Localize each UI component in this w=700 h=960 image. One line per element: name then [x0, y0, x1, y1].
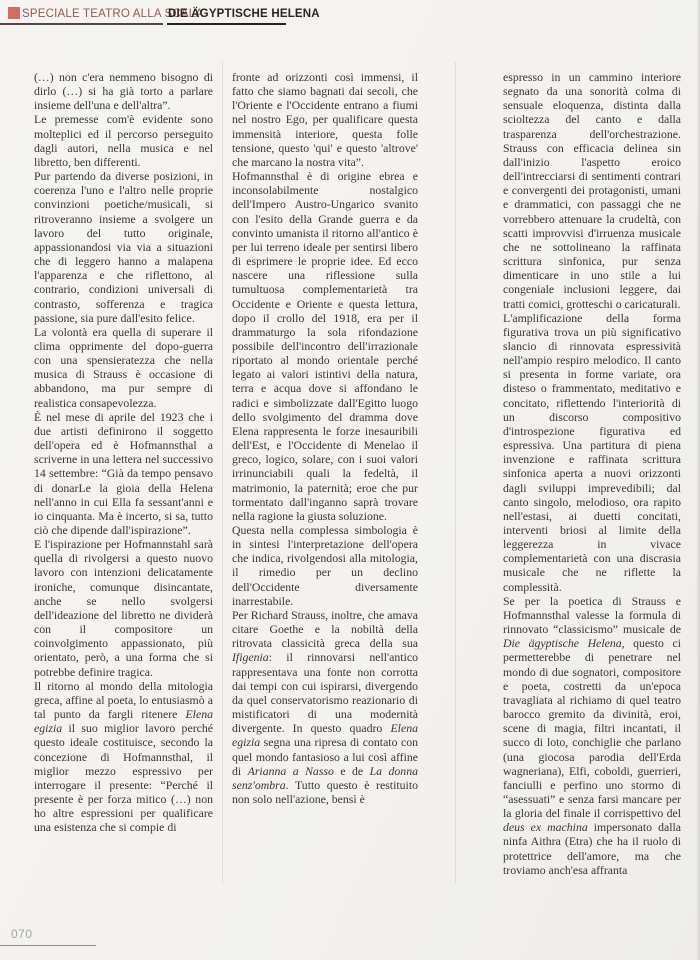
paragraph: [503, 594, 681, 877]
body-text: Questa nella complessa simbologia è in sintesi l'interpretazione dell'opera che indica, rivolgendosi alla mitologia, il rimedio per un declino dell'Occidente diversamente inarrestabile.: [232, 523, 418, 608]
paragraph: [34, 410, 213, 537]
paragraph: [503, 311, 681, 594]
page-footer: [0, 920, 700, 960]
paragraph: [232, 608, 418, 806]
paragraph: [34, 325, 213, 410]
paragraph: [503, 70, 681, 311]
body-text: : il rinnovarsi nell'antico rappresentava una fonte non corrotta dai tempi con cui ispirarsi, divergendo da quel conservatorismo reazionario di mistificatori di una modernità divergente. In questo quadro: [232, 650, 418, 736]
page-header: [0, 0, 700, 30]
body-text: Le premesse com'è evidente sono molteplici ed il percorso perseguito dagli autori, nella musica e nel libretto, ben differenti.: [34, 112, 213, 169]
text-column-2: [232, 70, 418, 886]
body-text: impersonato dalla ninfa Aithra (Etra) che ha il ruolo di protettrice dell'amore, ma che troviamo anch'esa affranta: [503, 820, 681, 877]
text-column-3: [503, 70, 681, 886]
footer-rule: [0, 945, 96, 946]
header-rule-right: [167, 23, 286, 25]
header-kicker: SPECIALE TEATRO ALLA SCALA: [22, 8, 204, 20]
italic-text: La donna senz'ombra: [232, 763, 418, 792]
column-divider: [455, 62, 456, 884]
paragraph: [232, 169, 418, 523]
red-square-icon: [8, 7, 20, 19]
body-text: , questo ci permetterebbe di penetrare nel mondo di due sognatori, compositore e poeta, costretti da un'epoca travagliata al richiamo di quel teatro barocco gremito da divinità, eroi, scene di magia, filtri incantati, il succo di loto, conchiglie che parlano (una giocosa parodia dell'Erda wagneriana), Elfi, coboldi, guerrieri, fanciulli e perfino uno stormo di “asessuati” e senza farsi mancare per la gloria del finale il corrispettivo del: [503, 636, 681, 821]
body-text: e de: [333, 763, 370, 778]
paragraph: [34, 70, 213, 112]
paragraph: [34, 169, 213, 325]
body-text: L'amplificazione della forma figurativa trova un più significativo slancio di rinnovata espressività nell'ampio respiro melodico. Il canto si presenta in forme variate, ora disteso o frammentato, meditativo e concitato, riflettendo l'interiorità di un discorso compositivo d'introspezione figurativa ed espressiva. Una partitura di piena invenzione e raffinata scrittura sinfonica aperta a nuovi orizzonti dagli sviluppi imprevedibili; dal canto singolo, melodioso, ora rapito nell'estasi, ai duetti concitati, interventi briosi al limite della leggerezza in vivace complementarietà con una discrasia musicale che ne riflette la complessità.: [503, 310, 681, 594]
body-text: E l'ispirazione per Hofmannstahl sarà quella di rivolgersi a questo nuovo lavoro con intenzioni delicatamente ironiche, comunque disincantate, anche se nello svolgersi dell'ideazione del libretto ne dividerà con il compositore un coinvolgimento appassionato, più orientato, però, a una forma che si potrebbe definire tragica.: [34, 537, 213, 679]
body-text: . Tutto questo è restituito non solo nell'azione, bensì è: [232, 777, 418, 806]
paragraph: [34, 679, 213, 835]
italic-text: deus ex machina: [503, 820, 588, 835]
italic-text: Elena egizia: [34, 707, 213, 736]
text-column-1: [34, 70, 213, 886]
paragraph: [34, 112, 213, 169]
italic-text: Arianna a Nasso: [247, 763, 334, 778]
body-text: Per Richard Strauss, inoltre, che amava citare Goethe e la nobiltà della ritrovata classicità greca della sua: [232, 607, 418, 651]
body-text: Se per la poetica di Strauss e Hofmannsthal valesse la formula di rinnovato “classicismo” musicale de: [503, 593, 681, 637]
body-text: La volontà era quella di superare il clima opprimente del dopo-guerra con una spensieratezza che nella musica di Strauss è occasione di abbandono, ma pur sempre di realistica consapevolezza.: [34, 324, 213, 410]
header-rule-left: [0, 23, 163, 25]
column-divider: [222, 62, 223, 884]
body-text: Hofmannsthal è di origine ebrea e inconsolabilmente nostalgico dell'Impero Austro-Ungarico svanito con l'esito della Grande guerra e da convinto umanista il ritorno all'antico è per lui terreno ideale per sentirsi libero di esprimere le proprie idee. Ed ecco nascere una riflessione sulla tumultuosa complementarietà tra Occidente e Oriente e questa lettura, dopo il crollo del 1918, era per il drammaturgo la sola rifondazione possibile dell'incontro dell'irrazionale riportato al mondo orientale perché legato ai valori istintivi della natura, terra e acqua dove si affondano le radici e simbolizzate dall'Egitto luogo dello svolgimento del dramma dove Elena rappresenta le forze inesauribili dell'Est, e l'Occidente di Menelao il greco, logico, solare, con i suoi valori irrinunciabili quali la fedeltà, il matrimonio, la paternità; eroe che pur tormentato dall'inganno saprà trovare nella ragione la giusta soluzione.: [232, 169, 418, 523]
italic-text: Elena egizia: [232, 721, 418, 750]
body-text: È nel mese di aprile del 1923 che i due artisti definirono il soggetto dell'opera ed è Hofmannsthal a scriverne in una lettera nel successivo 14 settembre: “Già da tempo pensavo di donarLe la gioia della Helena nell'anno in cui Ella fa sessant'anni e io cinquanta. Ma è incerto, si sa, tutto ciò che dipende dall'ispirazione”.: [34, 409, 213, 537]
paragraph: [34, 537, 213, 679]
paragraph: [232, 70, 418, 169]
body-text: espresso in un cammino interiore segnato da una sonorità colma di sensuale eloquenza, distinta dalla scioltezza del canto e dalla trasparenza dell'orchestrazione. Strauss con efficacia delinea sin dall'inizio l'aspetto eroico dell'intrecciarsi di sentimenti contrari e convergenti dei protagonisti, umani e drammatici, con passaggi che ne vorrebbero attenuare la crudeltà, con scatti improvvisi d'irruenza musicale che ne sottolineano la raffinata scrittura sinfonica, pur senza dimenticare in uno stile a lui congeniale inclusioni leggere, dai tratti comici, grotteschi o caricaturali.: [503, 70, 681, 311]
page-scan-edge: [696, 0, 700, 960]
italic-text: Die ägyptische Helena: [503, 636, 622, 651]
body-text: fronte ad orizzonti così immensi, il fatto che siamo bagnati dai secoli, che l'Oriente e l'Occidente entrano a fiumi nel nostro Ego, per qualificare questa immensità interiore, questa folle tensione, questo 'qui' e questo 'altrove' che marcano la nostra vita”.: [232, 70, 418, 169]
paragraph: [232, 523, 418, 608]
body-text: il suo miglior lavoro perché questo ideale costituisce, secondo la concezione di Hofmannsthal, il miglior mezzo espressivo per interrogare il presente: “Perché il presente è per forza mitico (…) non ho altre espressioni per qualificare una esistenza che si compie di: [34, 721, 213, 835]
body-text: Pur partendo da diverse posizioni, in coerenza l'uno e l'altro nelle proprie convinzioni poetiche/musicali, si ritroveranno insieme a svolgere un lavoro del tutto originale, appassionandosi via via a situazioni che di leggero hanno a malapena l'apparenza e che riflettono, al contrario, condizioni universali di contrasto, sofferenza e tragica passione, sia pure dall'esito felice.: [34, 169, 213, 325]
body-text: Il ritorno al mondo della mitologia greca, affine al poeta, lo entusiasmò a tal punto da fargli ritenere: [34, 678, 213, 722]
header-title: DIE ÄGYPTISCHE HELENA: [168, 8, 320, 20]
body-text: (…) non c'era nemmeno bisogno di dirlo (…) si ha già torto a parlare insieme dell'una e dell'altra”.: [34, 70, 213, 113]
page-number: 070: [11, 927, 33, 941]
body-text: segna una ripresa di contato con quel mondo fantasioso a lui così affine di: [232, 735, 418, 778]
italic-text: Ifigenia: [232, 650, 269, 665]
